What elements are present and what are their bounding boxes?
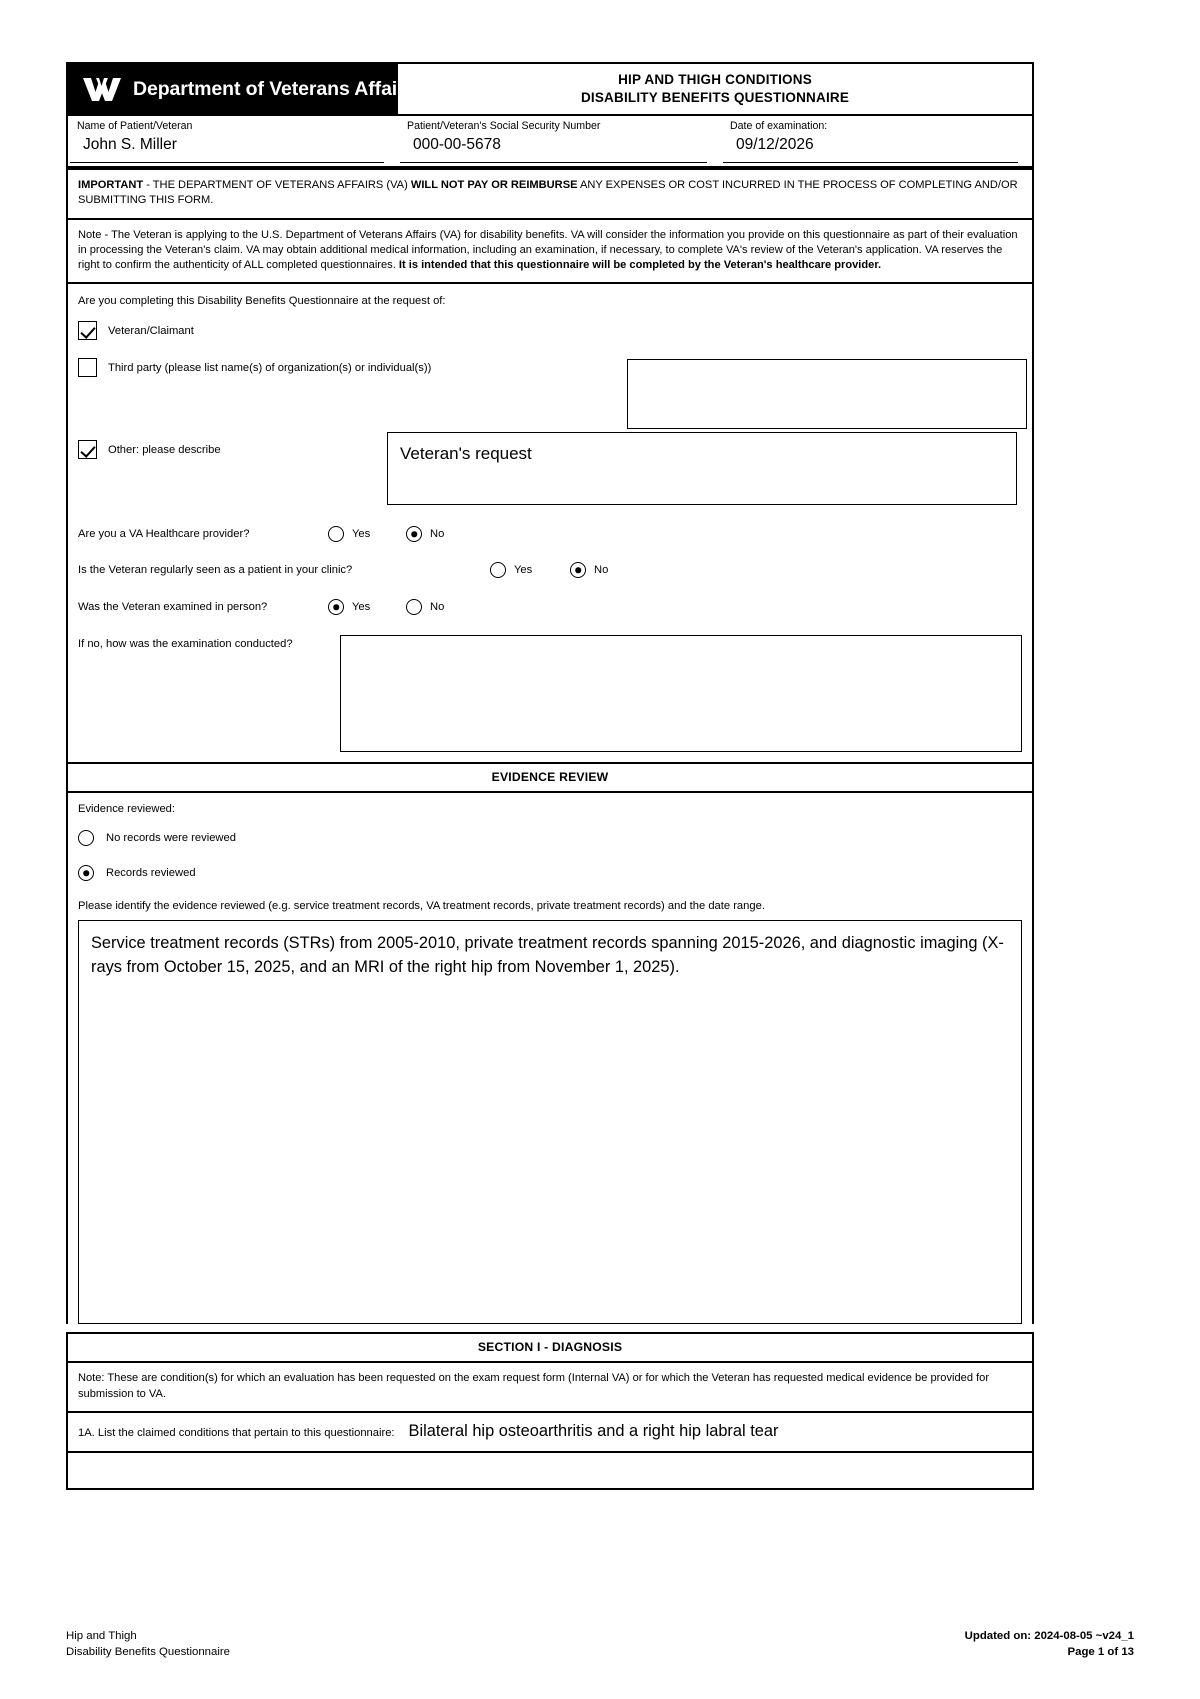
evidence-instruction: Please identify the evidence reviewed (e.g. service treatment records, VA treatment records, private treatment records) and the date range.	[78, 900, 765, 913]
examined-in-person-no-option[interactable]	[406, 599, 444, 615]
examined-in-person-yes-option[interactable]	[328, 599, 406, 615]
evidence-option-none[interactable]	[78, 830, 1022, 846]
request-of-section	[68, 284, 1032, 526]
agency-name: Department of Veterans Affairs	[133, 77, 416, 100]
important-bold1: WILL NOT PAY OR REIMBURSE	[410, 179, 578, 191]
evidence-review-title: EVIDENCE REVIEW	[491, 770, 609, 785]
evidence-records-radio[interactable]	[78, 865, 94, 881]
evidence-narrative-textbox[interactable]	[78, 920, 1022, 1324]
regular-patient-no-option[interactable]	[570, 562, 608, 578]
diagnosis-blank-area[interactable]	[68, 1453, 1032, 1488]
form-container	[66, 62, 1034, 1490]
regular-patient-yes-option[interactable]	[490, 562, 570, 578]
third-party-label: Third party (please list name(s) of organization(s) or individual(s))	[108, 362, 432, 375]
section-i-title-block	[66, 1332, 1034, 1361]
diagnosis-note-block	[66, 1361, 1034, 1411]
date-underline	[723, 162, 1018, 163]
examined-in-person-question-row	[78, 599, 1022, 615]
evidence-none-radio[interactable]	[78, 830, 94, 846]
diagnosis-trailing-block	[66, 1451, 1034, 1490]
regular-patient-question-row	[78, 562, 1022, 578]
form-title-line1: HIP AND THIGH CONDITIONS	[618, 72, 812, 88]
footer-left	[66, 1628, 230, 1660]
important-notice-text	[68, 170, 1032, 218]
diagnosis-note-text: Note: These are condition(s) for which an evaluation has been requested on the exam request form (Internal VA) or for which the Veteran has requested medical evidence be provided for submission to VA.	[78, 1372, 990, 1400]
exam-method-label: If no, how was the examination conducted?	[78, 638, 293, 651]
regular-patient-no-label: No	[594, 564, 609, 577]
regular-patient-yes-label: Yes	[514, 564, 533, 577]
provider-questions-section	[68, 526, 1032, 762]
evidence-narrative-value: Service treatment records (STRs) from 2005-2010, private treatment records spanning 2015-2026, and diagnostic imaging (X-rays from October 15, 2025, and an MRI of the right hip from November 1, 2025).	[91, 934, 1004, 976]
other-describe-textbox[interactable]	[387, 432, 1017, 505]
exam-method-textbox[interactable]	[340, 635, 1022, 752]
va-logo-icon	[82, 76, 122, 103]
exam-method-row	[78, 635, 1022, 762]
evidence-review-block	[66, 791, 1034, 1324]
diagnosis-1a-label: 1A. List the claimed conditions that pertain to this questionnaire:	[78, 1427, 395, 1440]
third-party-textbox[interactable]	[627, 359, 1027, 429]
veteran-claimant-checkbox[interactable]	[78, 321, 97, 340]
va-provider-question-row	[78, 526, 1022, 542]
evidence-option-records[interactable]	[78, 865, 1022, 881]
ssn-field[interactable]	[398, 116, 721, 166]
other-describe-value: Veteran's request	[400, 444, 532, 464]
va-provider-yes-label: Yes	[352, 528, 371, 541]
patient-name-field[interactable]	[68, 116, 398, 166]
third-party-checkbox[interactable]	[78, 358, 97, 377]
evidence-reviewed-lead: Evidence reviewed:	[78, 803, 176, 816]
va-provider-yes-radio[interactable]	[328, 526, 344, 542]
examined-in-person-label: Was the Veteran examined in person?	[78, 601, 268, 614]
note-body: Note - The Veteran is applying to the U.S. Department of Veterans Affairs (VA) for disability benefits. VA will consider the information you provide on this questionnaire as part of their evaluation in processing the Veteran's claim. VA may obtain additional medical information, including an examination, if necessary, to complete VA's review of the Veteran's application. VA reserves the right to confirm the authenticity of ALL completed questionnaires.	[78, 228, 1018, 272]
footer-form-subtitle: Disability Benefits Questionnaire	[66, 1646, 230, 1659]
va-provider-label: Are you a VA Healthcare provider?	[78, 528, 250, 541]
regular-patient-yes-radio[interactable]	[490, 562, 506, 578]
examined-in-person-no-label: No	[430, 601, 445, 614]
evidence-none-label: No records were reviewed	[106, 832, 236, 845]
evidence-review-section	[68, 793, 1032, 1324]
exam-date-value: 09/12/2026	[736, 135, 814, 153]
va-provider-no-radio[interactable]	[406, 526, 422, 542]
footer-right	[965, 1628, 1134, 1660]
other-label: Other: please describe	[108, 444, 221, 457]
regular-patient-no-radio[interactable]	[570, 562, 586, 578]
ssn-label: Patient/Veteran's Social Security Number	[407, 120, 601, 132]
name-underline	[70, 162, 384, 163]
regular-patient-label: Is the Veteran regularly seen as a patient in your clinic?	[78, 564, 353, 577]
form-header	[66, 62, 1034, 116]
va-provider-no-option[interactable]	[406, 526, 444, 542]
note-bold-tail: It is intended that this questionnaire will be completed by the Veteran's healthcare provider.	[398, 259, 882, 272]
other-checkbox[interactable]	[78, 440, 97, 459]
note-text	[68, 220, 1032, 283]
va-provider-no-label: No	[430, 528, 445, 541]
va-logo-block	[68, 64, 416, 114]
section-i-title: SECTION I - DIAGNOSIS	[477, 1340, 623, 1355]
request-of-question: Are you completing this Disability Benefits Questionnaire at the request of:	[78, 295, 446, 308]
form-title-line2: DISABILITY BENEFITS QUESTIONNAIRE	[580, 90, 850, 105]
page-footer	[66, 1628, 1134, 1660]
exam-date-label: Date of examination:	[730, 120, 828, 132]
identity-row	[66, 116, 1034, 168]
patient-name-value: John S. Miller	[83, 135, 177, 153]
diagnosis-1a-value: Bilateral hip osteoarthritis and a right hip labral tear	[408, 1422, 779, 1441]
va-provider-yes-option[interactable]	[328, 526, 406, 542]
important-notice-block	[66, 168, 1034, 218]
request-of-block	[66, 282, 1034, 762]
checkbox-row-veteran[interactable]	[78, 323, 1022, 340]
important-part1: - THE DEPARTMENT OF VETERANS AFFAIRS (VA)	[143, 179, 411, 191]
examined-in-person-yes-radio[interactable]	[328, 599, 344, 615]
exam-date-field[interactable]	[721, 116, 1032, 166]
patient-name-label: Name of Patient/Veteran	[77, 120, 193, 132]
footer-form-name: Hip and Thigh	[66, 1630, 137, 1642]
diagnosis-1a-row[interactable]	[68, 1413, 1032, 1451]
form-title	[398, 64, 1032, 114]
checkbox-row-other[interactable]	[78, 442, 221, 459]
footer-page-number: Page 1 of 13	[1067, 1646, 1134, 1659]
veteran-claimant-label: Veteran/Claimant	[108, 325, 194, 338]
examined-in-person-yes-label: Yes	[352, 601, 371, 614]
ssn-value: 000-00-5678	[413, 135, 501, 153]
ssn-underline	[400, 162, 707, 163]
diagnosis-1a-block	[66, 1411, 1034, 1451]
footer-updated-on: Updated on: 2024-08-05 ~v24_1	[964, 1630, 1134, 1642]
important-lead: IMPORTANT	[78, 179, 144, 191]
examined-in-person-no-radio[interactable]	[406, 599, 422, 615]
evidence-review-title-block	[66, 762, 1034, 791]
evidence-records-label: Records reviewed	[106, 867, 196, 880]
note-block	[66, 218, 1034, 283]
important-part2: ANY EXPENSES OR COST INCURRED IN THE PROCESS OF COMPLETING AND/OR SUBMITTING THIS FORM.	[78, 179, 1018, 207]
